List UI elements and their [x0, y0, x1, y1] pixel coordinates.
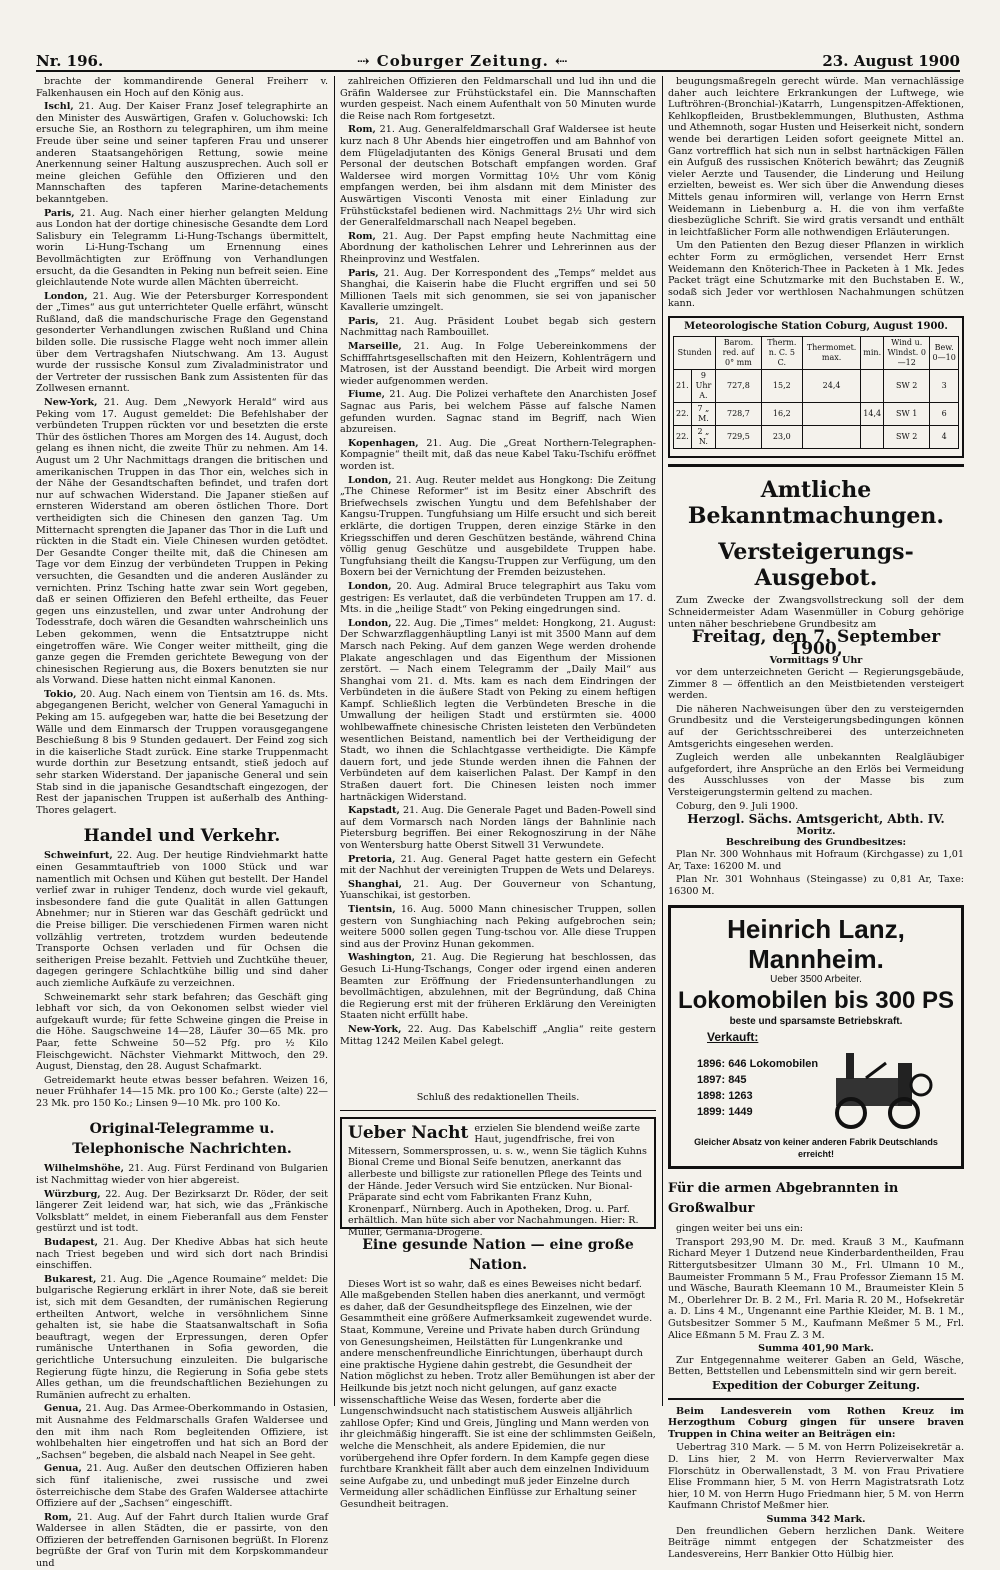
article-paragraph: New-York, 21. Aug. Dem „Newyork Herald“ wird aus Peking vom 17. August gemeldet: Die Befehlshaber der verbündeten Truppen rückten vor und besetzten die erste Thür des östlichen Thores am Morgen des 14. August, doch gelang es ihnen nicht, die zweite Thür zu nehmen. Am 14. August um 2 Uhr Nachmittags drangen die britischen und amerikanischen Truppen in das Thor ein, welches sich in der Nähe der Gesandtschaften befindet, und trafen dort nur auf schwachen Widerstand. Die Japaner stießen auf ernsteren Widerstand am oberen östlichen Thore. Dort vertheidigten sich die Chinesen den ganzen Tag. Um Mitternacht sprengten die Japaner das Thor in die Luft und rückten in die Stadt ein. Viele Chinesen wurden getödtet. Der Gesandte Conger theilte mit, daß die Chinesen am Tage vor dem Einzug der verbündeten Truppen in Peking versuchten, die Gesandten und die anderen Ausländer zu vernichten. Prinz Tsching hatte zwar sein Wort gegeben, daß er seinen Offizieren den Befehl ertheilte, das Feuer gegen uns einzustellen, und zwar unter Androhung der Todesstrafe, doch wären die Gesandten wahrscheinlich uns Leben gekommen, wenn die Entsatztruppe nicht eingetroffen wäre. Wie Conger weiter mittheilt, ging die ganze gegen die Fremden gerichtete Bewegung von der chinesischen Regierung aus, die Boxers benutzten sie nur als Vorwand. Diese hatten nicht einmal Kanonen.: [36, 397, 328, 687]
auction-text: Zugleich werden alle unbekannten Realgläubiger aufgefordert, ihre Ansprüche an den Erlös bei Vermeidung des Ausschlusses von der Masse bis zum Versteigerungstermin geltend zu machen.: [668, 752, 964, 798]
ad-heading-nation: Eine gesunde Nation — eine große Nation.: [362, 1236, 634, 1273]
lanz-sales-list: [677, 1056, 818, 1120]
ad-text: erzielen Sie blendend weiße zarte Haut, jugendfrische, frei von Mitessern, Sommersprossen, u. s. w., wenn Sie täglich Kuhns Bional Creme und Bional Seife benutzen, anerkannt das allerbeste und billigste zur rationellen Pflege des Teints und der Hände. Jeder Versuch wird Sie entzücken. Nur Bional-Präparate sind echt vom Fabrikanten Franz Kuhn, Kronenparf., Nürnberg. Auch in Apotheken, Drog. u. Parf. erhältlich. Man hüte sich aber vor Nachahmungen. Hier: R. Müller, Germania-Drogerie.: [348, 1122, 647, 1238]
table-header-row: Stunden Barom. red. auf 0° mm Therm. n. C. 5 C. Thermomet. max. min. Wind u. Windst. 0—12 Bew. 0—10: [674, 337, 959, 370]
auction-time: Vormittags 9 Uhr: [769, 655, 863, 667]
article-paragraph: Paris, 21. Aug. Nach einer hierher gelangten Meldung aus London hat der dortige chinesische Gesandte dem Lord Salisbury ein Telegramm Li-Hung-Tschangs übermittelt, worin Li-Hung-Tschang um Ernennung eines Bevollmächtigten zur Eröffnung von Verhandlungen ersucht, da die Gesandten in Peking nun befreit seien. Eine gleichlautende Note wurde allen Mächten überreicht.: [36, 207, 328, 289]
article-paragraph: Genua, 21. Aug. Das Armee-Oberkommando in Ostasien, mit Ausnahme des Feldmarschalls Grafen Waldersee und den mit ihm nach Rom begleitenden Offiziere, ist wohlbehalten hier eingetroffen und hat sich an Bord der „Sachsen“ begeben, die alsbald nach Neapel in See geht.: [36, 1403, 328, 1461]
lanz-company: Heinrich Lanz, Mannheim.: [727, 914, 905, 975]
red-cross-text: Uebertrag 310 Mark. — 5 M. von Herrn Polizeisekretär a. D. Lins hier, 2 M. von Herrn Revierverwalter Max Florschütz in Oberwallenstadt, 3 M. von Frau Privatiere Elise Frommann hier, 5 M. von Herrn Magistratsrath Lotz hier, 10 M. von Herrn Hugo Friedmann hier, 5 M. von Herrn Kaufmann Christof Meßmer hier.: [668, 1442, 964, 1512]
article-paragraph: London, 21. Aug. Wie der Petersburger Korrespondent der „Times“ aus gut unterrichteter Quelle erfährt, wünscht Rußland, daß die mandschurische Frage den Gegenstand gesonderter Verhandlungen zwischen Rußland und China bilden solle. Die russische Flagge weht noch immer allein über dem Vertragshafen Niutschwang. Am 13. August wurde der russische Konsul zum Zivaladministrator und der Vertreter der russischen Bank zum Assistenten für das Zollwesen ernannt.: [36, 290, 328, 395]
table-row: 22. 2 „ N. 729,5 23,0 SW 2 4: [674, 426, 959, 449]
article-paragraph: Schweinfurt, 22. Aug. Der heutige Rindviehmarkt hatte einen Gesammtauftrieb von 1000 Stück und war namentlich mit Ochsen und Kühen gut bestellt. Der Handel verlief zwar in ruhiger Tendenz, doch wurde viel gekauft, insbesondere fand die gute Qualität in allen Gattungen Abnehmer; nur in Stieren war das Geschäft gedrückt und die Preise billiger. Die verschiedenen Firmen waren nicht vollzählig vertreten, trotzdem wurden bedeutende Transporte Ochsen verladen und für Ochsen die seitherigen Preise bezahlt. Fettvieh und Zuchtkühe theuer, dagegen geringere Schlachtkühe billig und sind daher auch ziemliche Aufkäufe zu verzeichnen.: [36, 850, 328, 989]
article-paragraph: Schweinemarkt sehr stark befahren; das Geschäft ging lebhaft vor sich, da von Oekonomen selbst wieder viel aufgekauft wurde; für fette Schweine gingen die Preise in die Höhe. Saugschweine 14—28, Läufer 30—65 Mk. pro Paar, fette Schweine 50—52 Pfg. pro ½ Kilo Fleischgewicht. Nächster Viehmarkt Mittwoch, den 29. August, Dienstag, den 28. August Schafmarkt.: [36, 991, 328, 1073]
auction-text: Zum Zwecke der Zwangsvollstreckung soll der dem Schneidermeister Adam Wasenmüller in Coburg gehörige unten näher beschriebene Grundbesitz am: [668, 595, 964, 630]
lanz-sold-label: Verkauft:: [707, 1029, 759, 1044]
column-rule: [334, 76, 335, 1406]
lanz-tagline: beste und sparsamste Betriebskraft.: [729, 1015, 903, 1027]
lanz-product: Lokomobilen bis 300 PS: [677, 986, 955, 1014]
issue-number: Nr. 196.: [36, 52, 104, 70]
masthead: [36, 44, 960, 72]
article-paragraph: Getreidemarkt heute etwas besser befahren. Weizen 16, neuer Frühhafer 14—15 Mk. pro 100 Ko.; Gerste (alte) 22—23 Mk. pro 150 Ko.; Linsen 9—10 Mk. pro 100 Ko.: [36, 1074, 328, 1109]
ad-title: Ueber Nacht: [348, 1122, 469, 1143]
article-paragraph: London, 22. Aug. Die „Times“ meldet: Hongkong, 21. August: Der Schwarzflaggenhäuptling Lanyi ist mit 3500 Mann auf dem Marsch nach Peking. Auf dem ganzen Wege werden drohende Plakate angeschlagen und das Eigenthum der Missionen zerstört. — Nach einem Telegramm der „Daily Mail“ aus Shanghai vom 21. d. Mts. kam es nach dem Eindringen der Verbündeten in die äußere Stadt von Peking zu einem heftigen Kampf. Schließlich legten die Verbündeten Bresche in die Umwallung der heiligen Stadt und erstürmten sie. 4000 wohlbewaffnete chinesische Christen leisteten den Verbündeten wesentlichen Beistand, namentlich bei der Vertheidigung der Stadt, wo ihnen die Schlachtgasse vertheidigte. Die Kämpfe dauern fort, und jede Stunde werden ihnen die Fahnen der Verbündeten auf dem kaiserlichen Palast. Der Kampf in den Straßen dauert fort. Die Chinesen leisten noch immer hartnäckigen Widerstand.: [340, 617, 656, 803]
red-cross-text: Den freundlichen Gebern herzlichen Dank. Weitere Beiträge nimmt entgegen der Schatzmeister des Landesvereins, Herr Bankier Otto Hülbig hier.: [668, 1525, 964, 1560]
column-3: [668, 76, 964, 1560]
article-paragraph: Budapest, 21. Aug. Der Khedive Abbas hat sich heute nach Triest begeben und wird sich dort nach Brindisi einschiffen.: [36, 1237, 328, 1272]
column-rule: [662, 76, 663, 1406]
article-paragraph: Um den Patienten den Bezug dieser Pflanzen in wirklich echter Form zu ermöglichen, versendet Herr Ernst Weidemann den Knöterich-Thee in Packeten à 1 Mk. Jedes Packet trägt eine Schutzmarke mit den Buchstaben E. W., sodaß sich Jeder vor werthlosen Nachahmungen schützen kann.: [668, 240, 964, 310]
article-paragraph: Paris, 21. Aug. Der Korrespondent des „Temps“ meldet aus Shanghai, die Kaiserin habe die Flucht ergriffen und sei 50 Millionen Taels mit sich genommen, sie sei von japanischer Kavallerie umzingelt.: [340, 267, 656, 314]
article-paragraph: Tokio, 20. Aug. Nach einem von Tientsin am 16. ds. Mts. abgegangenen Bericht, welcher von General Yamaguchi in Peking am 15. aufgegeben war, hatte die bei Besetzung der Wälle und dem Einmarsch der Truppen vorausgegangene Beschießung 8 bis 9 Stunden gedauert. Der Feind zog sich in die kaiserliche Stadt zurück. Eine starke Truppenmacht wurde dorthin zur Besetzung entsandt, stieß jedoch auf sehr starken Widerstand. Der japanische General und sein Stab sind in die japanische Gesandtschaft eingezogen, der Rest der japanischen Truppen ist außerhalb des Anthing-Thores gelagert.: [36, 688, 328, 816]
auction-heading: Versteigerungs-Ausgebot.: [718, 539, 914, 592]
donation-text: gingen weiter bei uns ein:: [676, 1223, 803, 1235]
list-item: 1896: 646 Lokomobilen: [697, 1058, 819, 1071]
table-row: 21. 9 Uhr A. 727,8 15,2 24,4 SW 2 3: [674, 370, 959, 403]
court-signature: Moritz.: [796, 825, 836, 837]
list-item: 1898: 1263: [697, 1090, 753, 1103]
lanz-workers: Ueber 3500 Arbeiter.: [770, 974, 862, 986]
article-paragraph: Rom, 21. Aug. Generalfeldmarschall Graf Waldersee ist heute kurz nach 8 Uhr Abends hier eingetroffen und am Bahnhof von dem Flügeladjutanten des Königs General Brusati und dem Personal der deutschen Botschaft empfangen worden. Graf Waldersee wird morgen Vormittag 10½ Uhr vom König empfangen werden, bei ihm alsdann mit dem Minister des Auswärtigen Visconti Venosta mit einer Einladung zur Frühstückstafel bedienen wird. Nachmittags 2½ Uhr wird sich der Generalfeldmarschall nach Neapel begeben.: [340, 124, 656, 229]
article-paragraph: Pretoria, 21. Aug. General Paget hatte gestern ein Gefecht mit der Nachhut der vereinigten Truppen de Wets und Delareys.: [340, 853, 656, 877]
list-item: 1897: 845: [697, 1074, 747, 1087]
auction-text: Die näheren Nachweisungen über den zu versteigernden Grundbesitz und die Versteigerungsbedingungen können auf der Gerichtsschreiberei des unterzeichneten Amtsgerichts eingesehen werden.: [668, 703, 964, 750]
column-1: [36, 76, 328, 1570]
article-paragraph: Ischl, 21. Aug. Der Kaiser Franz Josef telegraphirte an den Minister des Auswärtigen, Grafen v. Goluchowski: Ich ersuche Sie, an Rosthorn zu telegraphiren, um ihm meine Freude über seine und seiner tapferen Frau und unserer anderen Staatsangehörigen Rettung, sowie meine Anerkennung seiner Haltung auszusprechen. Auch soll er meine gleichen Gefühle den Offizieren und den Mannschaften des tapferen Marine-detachements bekanntgeben.: [36, 101, 328, 205]
section-heading-trade: Handel und Verkehr.: [83, 826, 281, 847]
weather-title: Meteorologische Station Coburg, August 1900.: [684, 320, 948, 332]
article-paragraph: Fiume, 21. Aug. Die Polizei verhaftete den Anarchisten Josef Sagnac aus Paris, bei welchem Pässe auf falsche Namen gefunden wurden. Sagnac stand im Begriff, nach Wien abzureisen.: [340, 389, 656, 436]
column-2-advertisements: [340, 1092, 656, 1510]
donation-heading: Für die armen Abgebrannten in Großwalbur: [668, 1181, 899, 1217]
article-paragraph: zahlreichen Offizieren den Feldmarschall und lud ihn und die Gräfin Waldersee zur Frühstückstafel ein. Die Mannschaften wurden gespeist. Nach einem Aufenthalt von 50 Minuten wurde die Reise nach Rom fortgesetzt.: [340, 76, 656, 122]
article-paragraph: Bukarest, 21. Aug. Die „Agence Roumaine“ meldet: Die bulgarische Regierung erklärt in ihrer Note, daß sie bereit ist, sich mit dem Gesandten, der rumänischen Regierung ertheilten Antwort, welche in versöhnlichem Sinne gehalten ist, sie habe die Staatsanwaltschaft in Sofia beauftragt, wegen der Erpressungen, deren Opfer rumänische Unterthanen in Sofia geworden, die gerichtliche Untersuchung einzuleiten. Die bulgarische Regierung fügte hinzu, die Regierung in Sofia gebe stets Alles gethan, um die freundschaftlichen Beziehungen zu Rumänien aufrecht zu erhalten.: [36, 1273, 328, 1401]
newspaper-title: ⇢ Coburger Zeitung. ⇠: [356, 52, 569, 70]
article-paragraph: Kopenhagen, 21. Aug. Die „Great Northern-Telegraphen-Kompagnie“ theilt mit, daß das neue Kabel Taku-Tschifu eröffnet worden ist.: [340, 437, 656, 472]
red-cross-heading: Beim Landesverein vom Rothen Kreuz im Herzogthum Coburg gingen für unsere braven Truppen in China weiter an Beiträgen ein:: [668, 1405, 964, 1440]
issue-date: 23. August 1900: [822, 52, 960, 70]
locomobile-engraving-icon: [826, 1043, 936, 1133]
article-paragraph: Würzburg, 22. Aug. Der Bezirksarzt Dr. Röder, der seit längerer Zeit leidend war, hat sich, wie das „Fränkische Volksblatt“ meldet, in einem Fieberanfall aus dem Fenster gestürzt und ist todt.: [36, 1188, 328, 1235]
donation-text: Transport 293,90 M. Dr. med. Krauß 3 M., Kaufmann Richard Meyer 1 Dutzend neue Kinderbardentheilden, Frau Rittergutsbesitzer Ulmann 30 M., Frl. Ulmann 10 M., Baumeister Frommann 5 M., Frau Professor Ziemann 15 M. und Wäsche, Baurath Kleemann 10 M., Braumeister Klein 5 M., Oberlehrer Dr. B. 2 M., Frl. Maria R. 20 M., Hofsekretär a. D. Lins 4 M., Ungenannt eine Parthie Kleider, M. B. 1 M., Gutsbesitzer Sommer 5 M., Kaufmann Meßmer 5 M., Frl. Alice Eßmann 5 M. Frau Z. 3 M.: [668, 1236, 964, 1341]
editorial-end-note: Schluß des redaktionellen Theils.: [416, 1092, 580, 1103]
article-paragraph: Washington, 21. Aug. Die Regierung hat beschlossen, das Gesuch Li-Hung-Tschangs, Conger oder irgend einen anderen Beamten zur Eröffnung der Friedensunterhandlungen zu bevollmächtigen, abzulehnen, mit der Begründung, daß China die Regierung erst mit der früheren Erklärung den Vereinigten Staaten nicht erfüllt habe.: [340, 952, 656, 1022]
donation-text: Zur Entgegennahme weiterer Gaben an Geld, Wäsche, Betten, Bettstellen und Lebensmitteln sind wir gern bereit.: [668, 1354, 964, 1378]
lanz-advertisement: [668, 905, 964, 1169]
court-name: Herzogl. Sächs. Amtsgericht, Abth. IV.: [687, 812, 945, 827]
red-cross-sum: Summa 342 Mark.: [766, 1513, 866, 1525]
article-paragraph: New-York, 22. Aug. Das Kabelschiff „Anglia“ reite gestern Mittag 1242 Meilen Kabel gelegt.: [340, 1023, 656, 1047]
table-row: 22. 7 „ M. 728,7 16,2 14,4 SW 1 6: [674, 403, 959, 426]
section-heading-official: Amtliche Bekanntmachungen.: [687, 477, 945, 530]
article-paragraph: Marseille, 21. Aug. In Folge Uebereinkommens der Schifffahrtsgesellschaften mit den Heizern, Kohlenträgern und Matrosen, ist der Ausstand beendigt. Die Arbeit wird morgen wieder aufgenommen werden.: [340, 341, 656, 387]
property-description: Plan Nr. 301 Wohnhaus (Steingasse) zu 0,81 Ar, Taxe: 16300 M.: [668, 874, 964, 897]
article-paragraph: Kapstadt, 21. Aug. Die Generale Paget und Baden-Powell sind auf dem Vormarsch nach Norden längs der Bahnlinie nach Pietersburg begriffen. Bei einer Rekognoszirung in der Nähe von Wentersburg hatte Oberst Sitwell 31 Verwundete.: [340, 805, 656, 851]
article-paragraph: Tientsin, 16. Aug. 5000 Mann chinesischer Truppen, sollen gestern von Sunghiaching nach Peking aufgebrochen sein; weitere 5000 sollen gegen Tung-tschou vor. Alle diese Truppen sind aus der Provinz Hunan gekommen.: [340, 903, 656, 950]
article-paragraph: Rom, 21. Aug. Auf der Fahrt durch Italien wurde Graf Waldersee in allen Städten, die er passirte, von den Offizieren der betreffenden Garnisonen begrüßt. In Florenz begrüßte der Graf von Turin mit dem Korpskommandeur und: [36, 1511, 328, 1570]
property-description-title: Beschreibung des Grundbesitzes:: [725, 837, 907, 849]
article-paragraph: Shanghai, 21. Aug. Der Gouverneur von Schantung, Yuanschikai, ist gestorben.: [340, 878, 656, 902]
auction-place: Coburg, den 9. Juli 1900.: [676, 800, 799, 812]
ad-text: Dieses Wort ist so wahr, daß es eines Beweises nicht bedarf. Alle maßgebenden Stellen haben dies anerkannt, und vermögt es daher, daß der Gesundheitspflege des Einzelnen, wie der Gesammtheit eine größere Aufmerksamkeit zugewendet wurde. Staat, Kommune, Vereine und Private haben durch Gründung von Genesungsheimen, Heilstätten für Lungenkranke und andere menschenfreundliche Einrichtungen, überhaupt durch eine praktische Hygiene dahin gestrebt, die Gesundheit der Nation möglichst zu heben. Trotz aller Bemühungen ist aber der Heilkunde bis jetzt noch nicht gelungen, auf ganz exacte wissenschaftliche Weise das Wesen, forderte aber die Lungenschwindsucht nach statistischem Ausweis alljährlich zahllose Opfer; Kind und Greis, Jüngling und Mann werden von ihr gleichmäßig hingerafft. Sie ist eine der schlimmsten Geißeln, welche die Menschheit, als andere Epidemien, die nur vorübergehend ihre Opfer fordern. In dem Kampfe gegen diese furchtbare Krankheit fällt aber auch dem einzelnen Individuum seine Aufgabe zu, und unbedingt muß jeder Einzelne durch Vermeidung aller schädlichen Einflüsse zur Erhaltung seiner Gesundheit beitragen.: [340, 1278, 656, 1510]
weather-station-box: [668, 316, 964, 459]
lanz-footer: Gleicher Absatz von keiner anderen Fabrik Deutschlands erreicht!: [694, 1137, 938, 1159]
list-item: 1899: 1449: [697, 1106, 753, 1119]
weather-table: [673, 336, 959, 449]
property-description: Plan Nr. 300 Wohnhaus mit Hofraum (Kirchgasse) zu 1,01 Ar, Taxe: 16200 M. und: [668, 848, 964, 872]
article-paragraph: brachte der kommandirende General Freiherr v. Falkenhausen ein Hoch auf den König aus.: [36, 76, 328, 99]
auction-date: Freitag, den 7. September 1900,: [691, 627, 941, 659]
article-paragraph: London, 21. Aug. Reuter meldet aus Hongkong: Die Zeitung „The Chinese Reformer“ ist im Besitz einer Abschrift des Briefwechsels zwischen Yungtu und dem Befehlshaber der Kangsu-Truppen. Tungfuhsiang um Hilfe ersucht und sich bereit erklärte, die dortigen Truppen, deren einzige Stärke in den Kriegsschiffen und deren Geschützen bestände, während China völlig genug Geschütze und ausgebildete Truppen habe. Tungfuhsiang theilt die Kangsu-Truppen zur Verfügung, um den Boxern bei der Vernichtung der Fremden beizustehen.: [340, 474, 656, 579]
article-paragraph: Paris, 21. Aug. Präsident Loubet begab sich gestern Nachmittag nach Rambouillet.: [340, 315, 656, 339]
section-heading-telegrams: Original-Telegramme u. Telephonische Nachrichten.: [72, 1121, 292, 1158]
donation-expedition: Expedition der Coburger Zeitung.: [712, 1379, 920, 1392]
donation-sum: Summa 401,90 Mark.: [758, 1343, 874, 1355]
article-paragraph: Wilhelmshöhe, 21. Aug. Fürst Ferdinand von Bulgarien ist Nachmittag wieder von hier abgereist.: [36, 1163, 328, 1187]
article-paragraph: Rom, 21. Aug. Der Papst empfing heute Nachmittag eine Abordnung der katholischen Lehrer und Lehrerinnen aus der Rheinprovinz und Westfalen.: [340, 230, 656, 265]
article-paragraph: Genua, 21. Aug. Außer den deutschen Offizieren haben sich fünf italienische, zwei russische und zwei österreichische dem Stabe des Grafen Waldersee attachirte Offiziere auf der „Sachsen“ eingeschifft.: [36, 1463, 328, 1510]
auction-text: vor dem unterzeichneten Gericht — Regierungsgebäude, Zimmer 8 — öffentlich an den Meistbietenden versteigert werden.: [668, 667, 964, 702]
article-paragraph: beugungsmaßregeln gerecht würde. Man vernachlässige daher auch leichtere Erkrankungen der Luftwege, wie Luftröhren-(Bronchial-)Katarrh, Lungenspitzen-Affektionen, Kehlkopfleiden, Brustbeklemmungen, Bluthusten, Asthma und Athemnoth, sogar Husten und Heiserkeit nicht, sondern wende bei derartigen Leiden sofort geeignete Mittel an. Ganz vortrefflich hat sich nun in selbst hartnäckigen Fällen ein Aufguß des russischen Knöterich bewährt; das Zeugniß vieler Aerzte und Tausender, die Linderung und Heilung erzielten, beweist es. Wer sich über die Anwendung dieses Mittels genau informiren will, verlange von Herrn Ernst Weidemann in Liebenburg a. H. die von ihm verfaßte diesbezügliche Schrift. Sie wird gratis versandt und enthält in leichtfaßlicher Form alle nothwendigen Erläuterungen.: [668, 76, 964, 238]
bional-advertisement: [340, 1117, 656, 1238]
article-paragraph: London, 20. Aug. Admiral Bruce telegraphirt aus Taku vom gestrigen: Es verlautet, daß die verbündeten Truppen am 17. d. Mts. in die „heilige Stadt“ von Peking eingedrungen sind.: [340, 580, 656, 616]
